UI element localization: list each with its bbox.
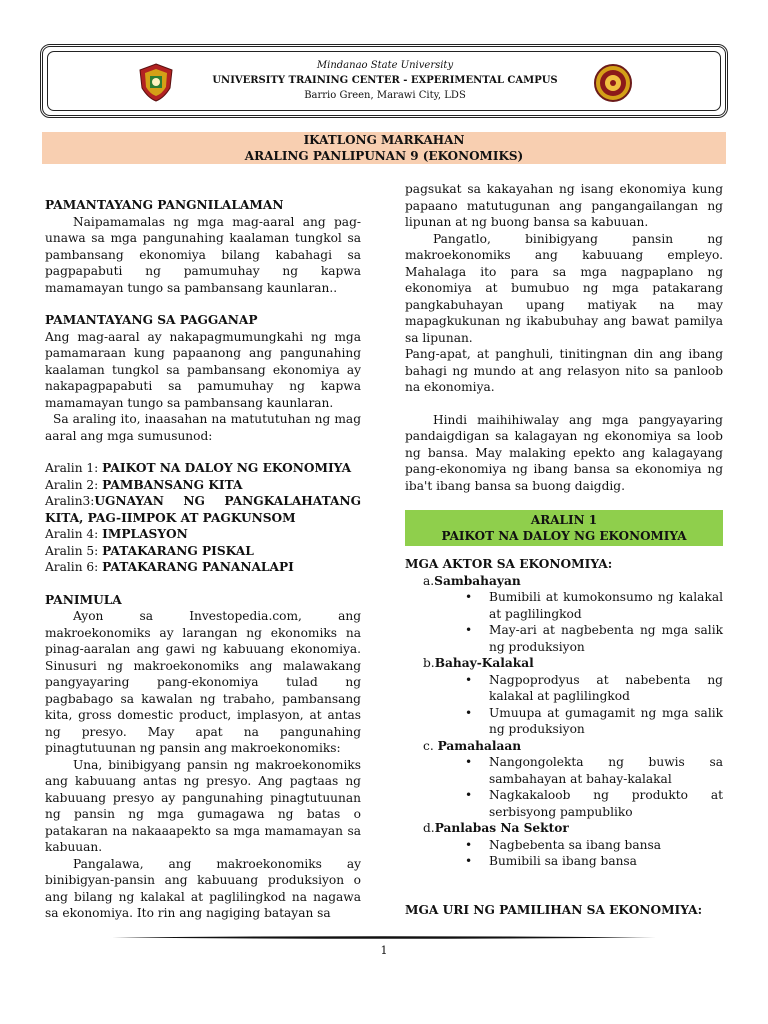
utc-seal-icon	[594, 64, 632, 102]
list-item: • May-ari at nagbebenta ng mga salik ng produksiyon	[489, 622, 723, 655]
actor-list	[405, 573, 723, 870]
heading-performance-standard: PAMANTAYANG SA PAGGANAP	[45, 313, 258, 327]
paragraph-performance-standard: Ang mag-aaral ay nakapagmumungkahi ng mga pamamaraan kung papaanong ang pangunahing kaalaman tungkol sa pambansang ekonomiya ay nakapagpapabuti sa pamumuhay ng kapwa mamamayan tungo sa pambansang kaunlaran.	[45, 329, 361, 410]
list-item: Aralin 5: PATAKARANG PISKAL	[45, 543, 254, 558]
lesson-title: PAIKOT NA DALOY NG EKONOMIYA	[441, 529, 687, 543]
banner-subject: ARALING PANLIPUNAN 9 (EKONOMIKS)	[244, 149, 524, 163]
list-item: • Bumibili sa ibang bansa	[489, 853, 723, 870]
heading-actors: MGA AKTOR SA EKONOMIYA:	[405, 557, 613, 571]
list-item: Aralin 2: PAMBANSANG KITA	[45, 477, 243, 492]
paragraph-second-focus-cont: pagsukat sa kakayahan ng isang ekonomiya kung papaano matutugunan ang pangangailangan ng lipunan at ng buong bansa sa kabuuan.	[405, 182, 723, 229]
campus-address: Barrio Green, Marawi City, LDS	[304, 90, 466, 101]
center-name: UNIVERSITY TRAINING CENTER - EXPERIMENTAL CAMPUS	[212, 75, 558, 86]
footer-divider	[112, 936, 656, 939]
list-item: • Nagbebenta sa ibang bansa	[489, 837, 723, 854]
heading-content-standard: PAMANTAYANG PANGNILALAMAN	[45, 198, 284, 212]
banner-quarter: IKATLONG MARKAHAN	[303, 133, 465, 147]
list-item: b.Bahay-Kalakal	[423, 656, 534, 670]
list-item: a.Sambahayan	[423, 573, 521, 588]
list-item: Aralin3:UGNAYAN NG PANGKALAHATANG KITA, PAG-IIMPOK AT PAGKUNSOM	[45, 494, 361, 525]
paragraph-intro: Ayon sa Investopedia.com, ang makroekonomiks ay larangan ng ekonomiks na pinag-aaralan ang gawi ng kabuuang ekonomiya. Sinusuri ng makroekonomiks ang malawakang pangyayaring pang-ekonomiya tulad ng pagbabago sa kawalan ng trabaho, pambansang kita, gross domestic product, implasyon, at antas ng presyo. May apat na pangunahing pinagtutuunan ng pansin ang makroekonomiks:	[45, 609, 361, 755]
list-item: • Nangongolekta ng buwis sa sambahayan at bahay-kalakal	[489, 754, 723, 787]
list-item: • Umuupa at gumagamit ng mga salik ng produksiyon	[489, 705, 723, 738]
list-item: c. Pamahalaan	[423, 738, 522, 753]
aralin-list	[45, 460, 361, 576]
list-item: • Bumibili at kumokonsumo ng kalakal at paglilingkod	[489, 589, 723, 622]
list-item: Aralin 6: PATAKARANG PANANALAPI	[45, 560, 294, 574]
paragraph-first-focus: Una, binibigyang pansin ng makroekonomiks ang kabuuang antas ng presyo. Ang pagtaas ng kabuuang presyo ay pangunahing pinagtutuunan ng pansin ng mga gumagawa ng batas o patakaran na nakaaapekto sa mga mamamayan sa kabuuan.	[45, 757, 361, 854]
paragraph-expectations: Sa araling ito, inaasahan na matututuhan ng mag aaral ang mga sumusunod:	[45, 412, 361, 443]
paragraph-fourth-focus: Pang-apat, at panghuli, tinitingnan din ang ibang bahagi ng mundo at ang relasyon nito sa panloob na ekonomiya.	[405, 347, 723, 394]
list-item: Aralin 1: PAIKOT NA DALOY NG EKONOMIYA	[45, 461, 352, 475]
left-column	[45, 197, 361, 922]
paragraph-third-focus: Pangatlo, binibigyang pansin ng makroekonomiks ang kabuuang empleyo. Mahalaga ito para sa mga nagpaplano ng ekonomiya at bumubuo ng mga patakarang pangkabuhayan upang matiyak na may mapagkukunan ng ikabubuhay ang bawat pamilya sa lipunan.	[405, 231, 723, 345]
list-item: Aralin 4: IMPLASYON	[45, 527, 188, 541]
lesson-banner	[405, 510, 723, 546]
heading-markets: MGA URI NG PAMILIHAN SA EKONOMIYA:	[405, 902, 703, 917]
paragraph-second-focus: Pangalawa, ang makroekonomiks ay binibigyan-pansin ang kabuuang produksiyon o ang bilang ng kalakal at paglilingkod na nagawa sa ekonomiya. Ito rin ang nagiging batayan sa	[45, 856, 361, 920]
quarter-banner	[42, 132, 726, 164]
paragraph-content-standard: Naipamamalas ng mga mag-aaral ang pag-unawa sa mga pangunahing kaalaman tungkol sa pambansang ekonomiya bilang kabahagi sa pagpapabuti ng pamumuhay ng kapwa mamamayan tungo sa pambansang kaunlaran..	[45, 214, 361, 295]
list-item: • Nagpoprodyus at nabebenta ng kalakal at paglilingkod	[489, 672, 723, 705]
page-number: 1	[380, 944, 388, 957]
heading-introduction: PANIMULA	[45, 592, 122, 607]
list-item: d.Panlabas Na Sektor	[423, 821, 569, 835]
university-name: Mindanao State University	[316, 60, 454, 71]
paragraph-global: Hindi maihihiwalay ang mga pangyayaring pandaigdigan sa kalagayan ng ekonomiya sa loob ng bansa. May malaking epekto ang kalagayang pang-ekonomiya ng ibang bansa sa ekonomiya ng iba't ibang bansa sa buong daigdig.	[405, 412, 723, 493]
right-column	[405, 181, 723, 918]
list-item: • Nagkakaloob ng produkto at serbisyong pampubliko	[489, 787, 723, 820]
msu-seal-icon	[136, 62, 176, 102]
lesson-number: ARALIN 1	[530, 513, 598, 527]
